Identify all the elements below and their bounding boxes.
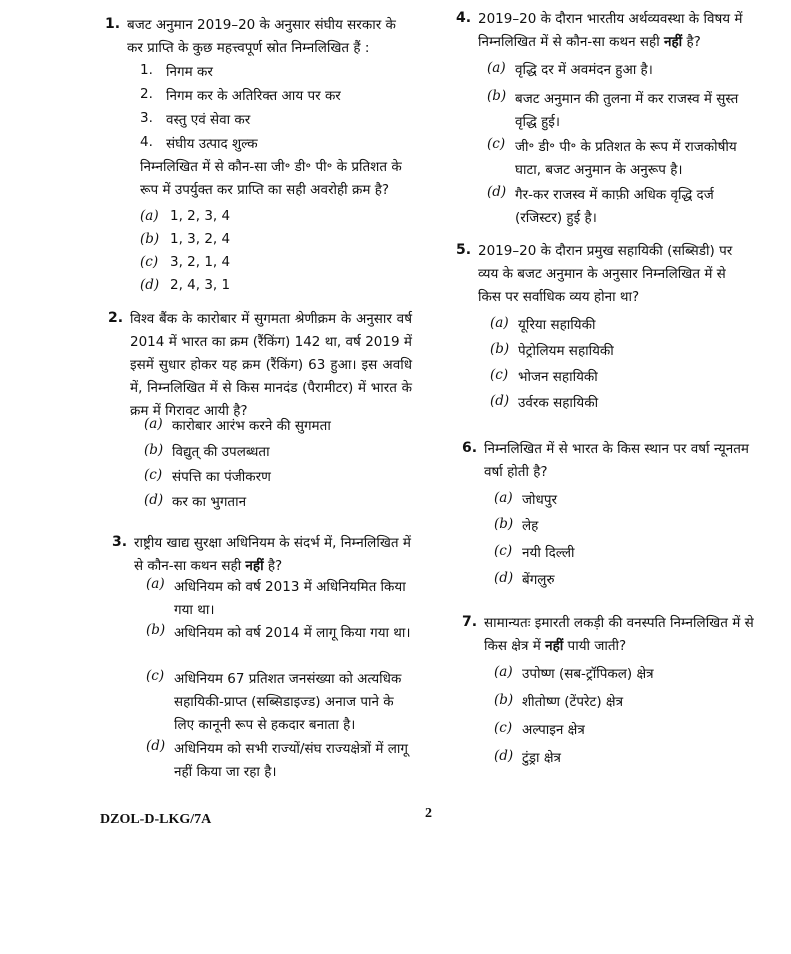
question-number: 3.: [112, 534, 128, 550]
question-text: बजट अनुमान 2019–20 के अनुसार संघीय सरकार के कर प्राप्ति के कुछ महत्त्वपूर्ण स्रोत निम्नलिखित हैं :: [127, 17, 396, 56]
question-number: 6.: [462, 440, 478, 456]
question-number: 1.: [105, 16, 121, 32]
question-number: 4.: [456, 10, 472, 26]
question-text: 2019–20 के दौरान भारतीय अर्थव्यवस्था के विषय में निम्नलिखित में से कौन-सा कथन सही नहीं है?: [478, 11, 743, 50]
question-number: 5.: [456, 242, 472, 258]
question-text: निम्नलिखित में से भारत के किस स्थान पर वर्षा न्यूनतम वर्षा होती है?: [484, 441, 749, 480]
question-number: 2.: [108, 310, 124, 326]
document-code: DZOL-D-LKG/7A: [100, 812, 212, 827]
question-text: सामान्यतः इमारती लकड़ी की वनस्पति निम्नलिखित में से किस क्षेत्र में नहीं पायी जाती?: [484, 615, 754, 654]
page-number: 2: [425, 806, 432, 821]
question-text: विश्व बैंक के कारोबार में सुगमता श्रेणीक्रम के अनुसार वर्ष 2014 में भारत का क्रम (रैंकिंग) 142 था, वर्ष 2019 में इसमें सुधार होकर यह क्रम (रैंकिंग) 63 हुआ। इस अवधि में, निम्नलिखित में से किस मानदंड (पैरामीटर) में भारत के क्रम में गिरावट आयी है?: [130, 311, 412, 419]
question-number: 7.: [462, 614, 478, 630]
question-text: राष्ट्रीय खाद्य सुरक्षा अधिनियम के संदर्भ में, निम्नलिखित में से कौन-सा कथन सही नहीं है?: [134, 535, 411, 574]
question-text: 2019–20 के दौरान प्रमुख सहायिकी (सब्सिडी) पर व्यय के बजट अनुमान के अनुसार निम्नलिखित में से किस पर सर्वाधिक व्यय होना था?: [478, 243, 733, 305]
question-stem: निम्नलिखित में से कौन-सा जी॰ डी॰ पी॰ के प्रतिशत के रूप में उपर्युक्त कर प्राप्ति का सही अवरोही क्रम है?: [140, 159, 402, 198]
